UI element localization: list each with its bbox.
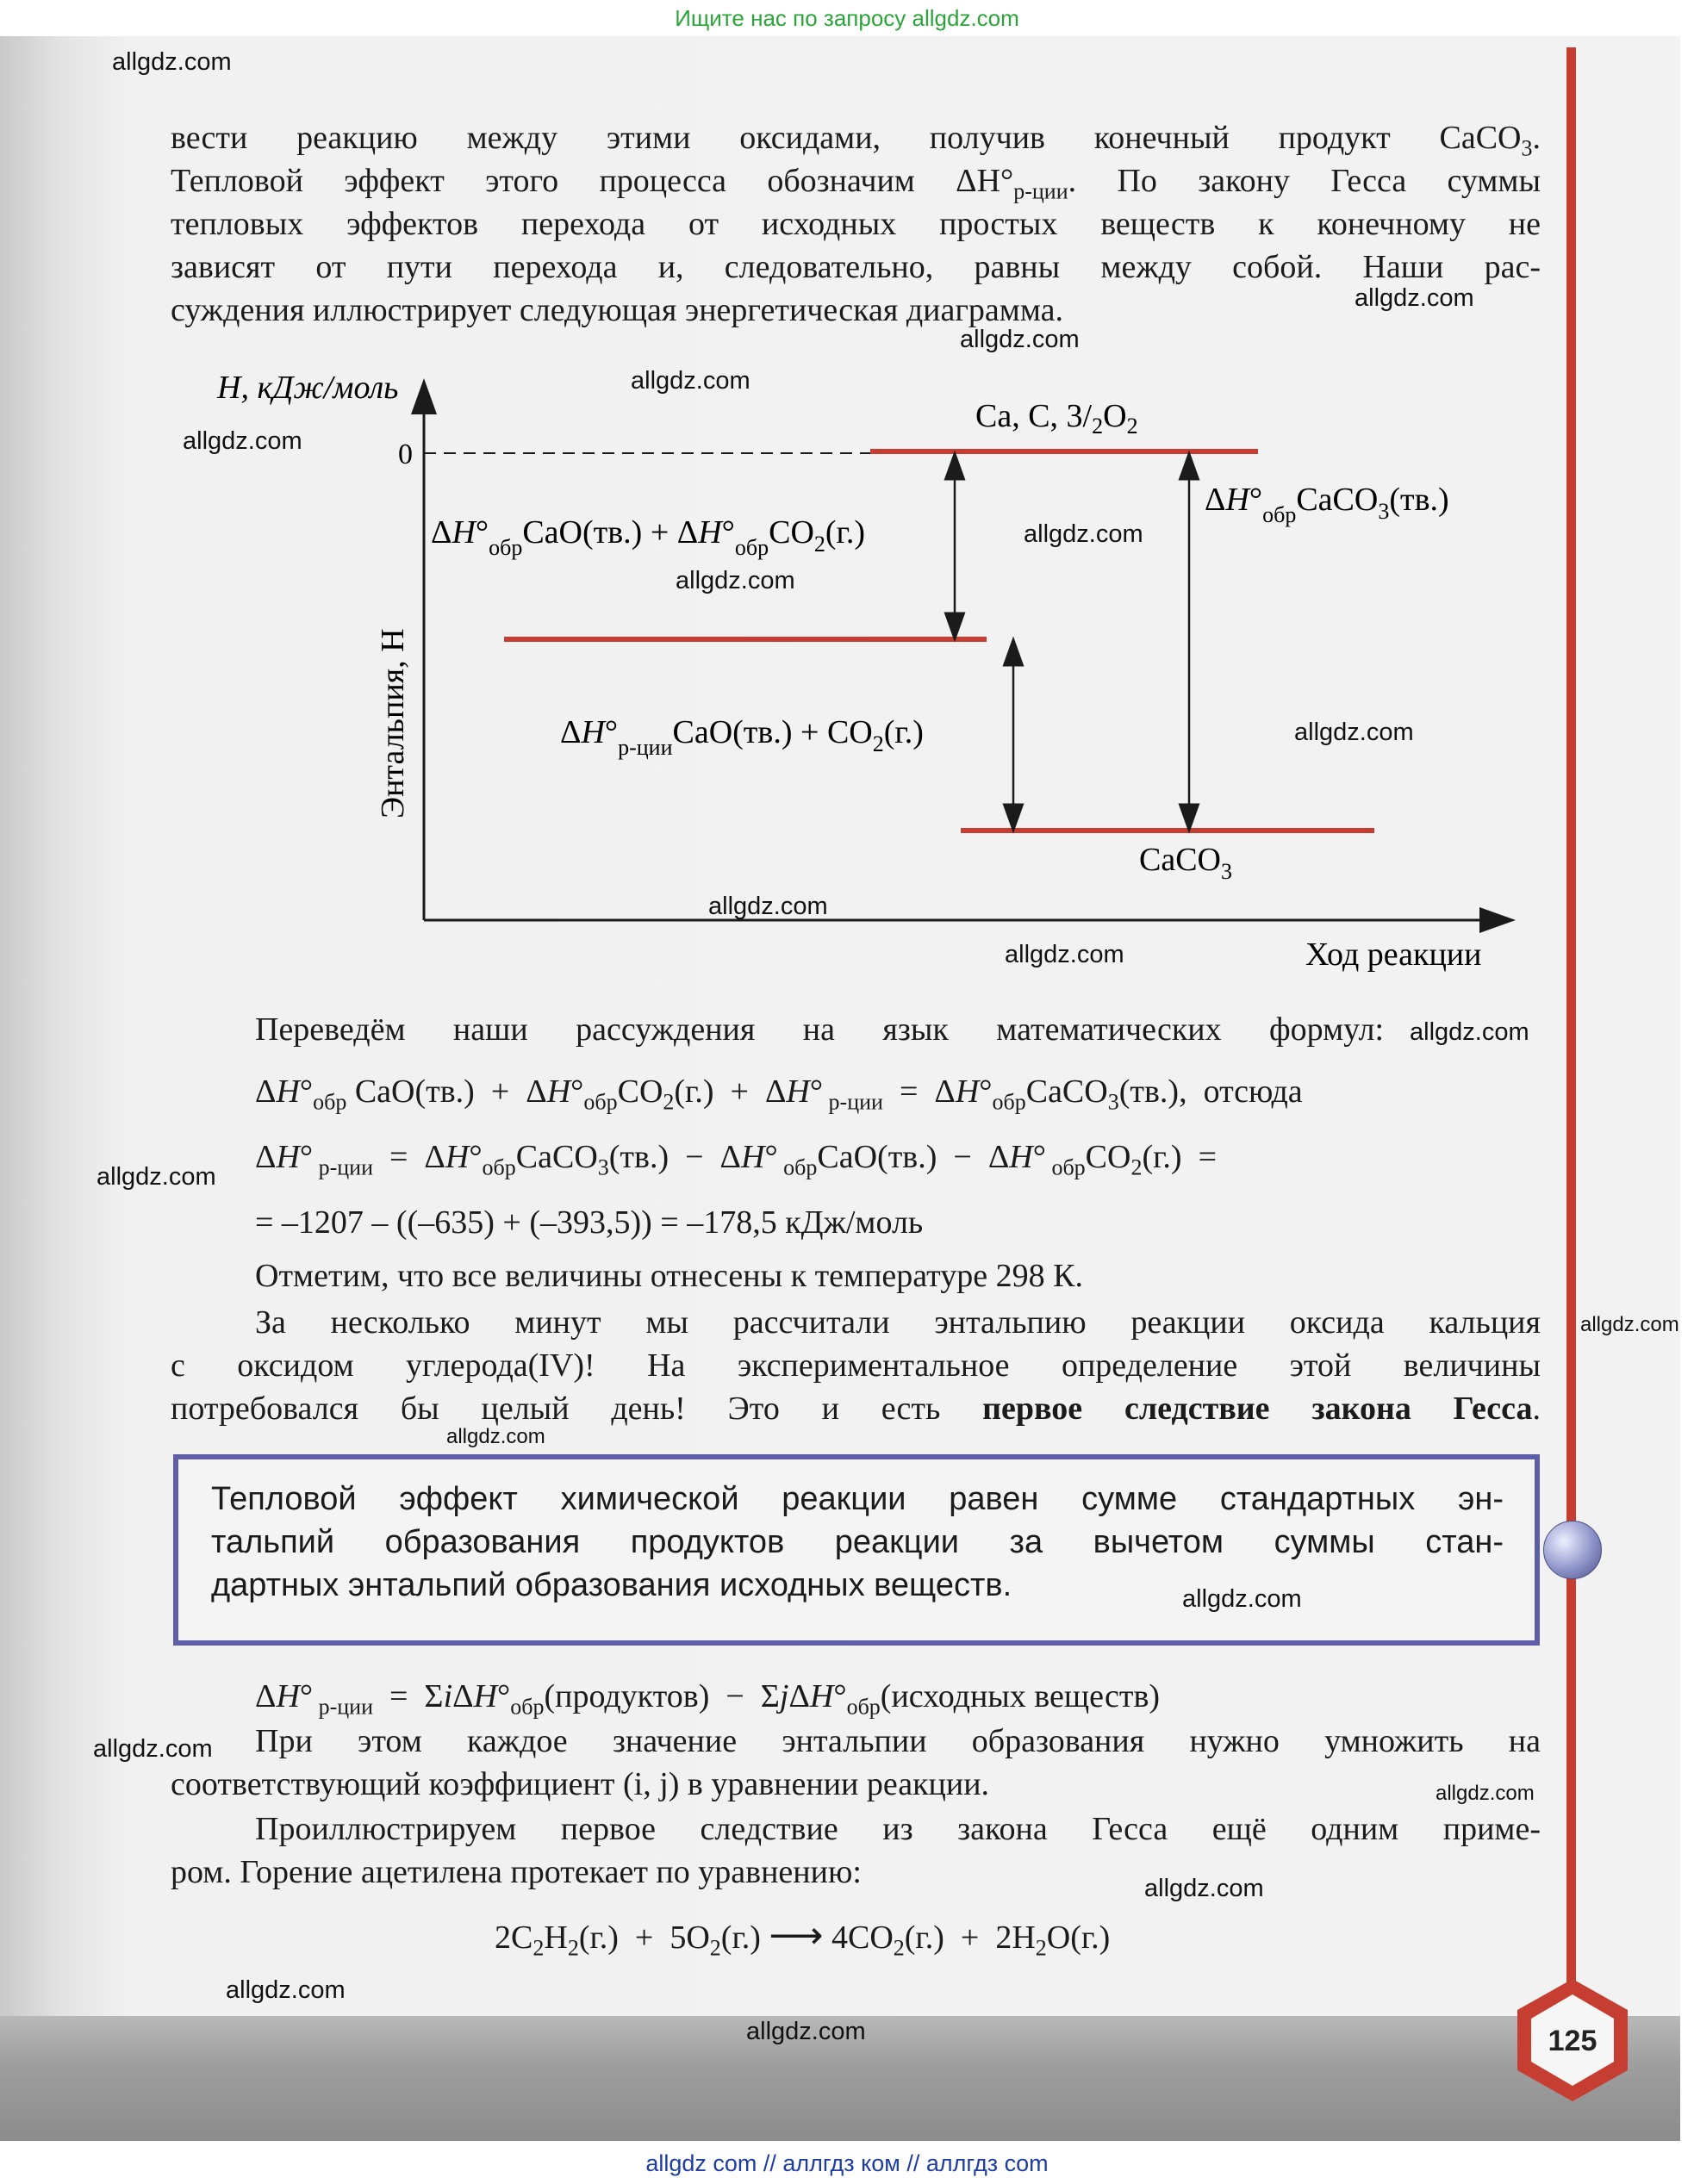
watermark-text: allgdz.com <box>112 48 232 76</box>
margin-ball-icon <box>1543 1521 1602 1579</box>
formula-general: ΔH° $_{р-ции} = \Sigma i\Delta H^\circ_{обр}(продуктов)$ − $\Sigma j\Delta H^\circ_{обр}(исходных$ веществ) <box>255 1678 1161 1720</box>
watermark-text: allgdz.com <box>226 1976 346 2004</box>
rule-box <box>173 1454 1540 1646</box>
text-line: Переведём наши рассуждения на язык математических формул: <box>255 1011 1384 1048</box>
y-axis-label: H, кДж/моль <box>217 370 399 406</box>
bold-term: первое следствие закона Гесса <box>982 1391 1533 1427</box>
text-line: Отметим, что все величины отнесены к температуре 298 К. <box>255 1258 1083 1294</box>
arrow-left-label: $\Delta H^\circ_{обр}CaO(тв.) + \Delta H^\circ_{обр}CO_2(г.)$ <box>431 514 866 560</box>
page-number: 125 <box>1548 2025 1597 2057</box>
watermark-text: allgdz.com <box>960 326 1080 353</box>
watermark-text: allgdz.com <box>1294 719 1414 746</box>
watermark-text: allgdz.com <box>1005 941 1124 968</box>
watermark-text: allgdz.com <box>1410 1018 1529 1046</box>
text-line: За несколько минут мы рассчитали энтальпию реакции оксида кальция <box>255 1304 1541 1341</box>
text-line: зависят от пути перехода и, следовательно, равны между собой. Наши рас- <box>171 249 1541 285</box>
x-axis-title: Ход реакции <box>1305 936 1482 973</box>
text-line: ром. Горение ацетилена протекает по уравнению: <box>171 1854 862 1890</box>
watermark-text: allgdz.com <box>631 367 750 395</box>
arrow-right-label: $\Delta H^\circ_{обр}CaCO_3(тв.)$ <box>1205 482 1449 527</box>
y-axis-title: Энтальпия, Н <box>375 628 411 818</box>
footer-banner: allgdz com // аллгдз ком // аллгдз com <box>645 2150 1049 2176</box>
energy-diagram <box>0 0 1694 991</box>
text-line: тепловых эффектов перехода от исходных простых веществ к конечному не <box>171 206 1541 242</box>
watermark-text: allgdz.com <box>93 1735 213 1763</box>
watermark-text: allgdz.com <box>746 2018 866 2045</box>
watermark-text: allgdz.com <box>97 1163 216 1191</box>
rule-line: Тепловой эффект химической реакции равен сумме стандартных эн- <box>211 1481 1504 1517</box>
watermark-text: allgdz.com <box>1182 1585 1302 1613</box>
watermark-text: allgdz.com <box>1024 520 1143 548</box>
formula-eq1: $\Delta H^\circ_{обр}$ $CaO(тв.) + \Delta H^\circ_{обр}CO_2(г.) + \Delta H^\circ$ $_{р-ции} = \Delta H^\circ_{обр}CaCO_3(тв.)$, отсюда <box>255 1073 1303 1115</box>
watermark-text: allgdz.com <box>1144 1875 1264 1902</box>
text-line: соответствующий коэффициент (i, j) в уравнении реакции. <box>171 1766 990 1802</box>
watermark-text: allgdz.com <box>183 427 302 455</box>
text-line: Проиллюстрируем первое следствие из закона Гесса ещё одним приме- <box>255 1811 1541 1847</box>
formula-eq2: ΔH° $_{р-ции} = \Delta H^\circ_{обр}CaCO_3(тв.) - \Delta H^\circ$ $_{обр}$CaO(тв.) − ΔH° $_{обр}CO_2(г.)$ = <box>255 1139 1218 1180</box>
formula-acetylene: $2C_2H_2(г.) + 5O_2(г.)$ ⟶ $4CO_2(г.) + 2H_2O(г.)$ <box>495 1914 1111 1961</box>
text-line: Тепловой эффект этого процесса обозначим $\Delta H^\circ_{р-ции}$. По закону Гесса суммы <box>171 163 1541 204</box>
arrow-middle-label: $\Delta H^\circ_{р-ции}CaO(тв.) + CO_2(г.)$ <box>560 714 924 760</box>
rule-line: дартных энтальпий образования исходных веществ. <box>211 1567 1012 1603</box>
watermark-text: allgdz.com <box>708 893 828 920</box>
text-line: с оксидом углерода(IV)! На экспериментальное определение этой величины <box>171 1347 1541 1384</box>
page-number-badge <box>1512 1976 1633 2105</box>
watermark-text: allgdz.com <box>1436 1782 1535 1805</box>
level-elements-label: Ca, C, $3/_2O_2$ <box>975 398 1138 439</box>
top-banner: Ищите нас по запросу allgdz.com <box>675 5 1019 31</box>
text-line: вести реакцию между этими оксидами, получив конечный продукт CaCO$_3$. <box>171 120 1541 161</box>
watermark-text: allgdz.com <box>446 1425 545 1448</box>
level-caco3-label: CaCO$_3$ <box>1139 842 1232 884</box>
watermark-text: allgdz.com <box>1355 284 1474 312</box>
text-line: суждения иллюстрирует следующая энергетическая диаграмма. <box>171 292 1064 328</box>
text-line: При этом каждое значение энтальпии образования нужно умножить на <box>255 1723 1541 1759</box>
text-line: потребовался бы целый день! Это и есть первое следствие закона Гесса. <box>171 1391 1541 1427</box>
rule-line: тальпий образования продуктов реакции за вычетом суммы стан- <box>211 1524 1504 1560</box>
watermark-text: allgdz.com <box>676 567 795 594</box>
zero-tick-label: 0 <box>398 439 413 470</box>
watermark-text: allgdz.com <box>1580 1313 1679 1336</box>
formula-eq3: = –1207 – ((–635) + (–393,5)) = –178,5 кДж/моль <box>255 1204 924 1241</box>
